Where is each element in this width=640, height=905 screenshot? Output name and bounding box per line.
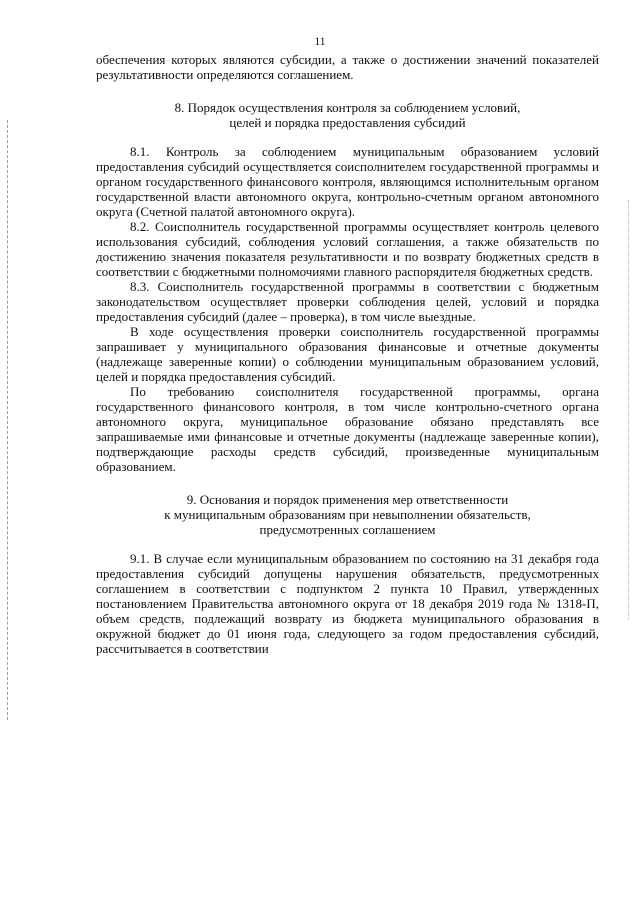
section-9-heading	[96, 492, 599, 537]
section-9-heading-line: предусмотренных соглашением	[259, 522, 436, 537]
paragraph-8-1: 8.1. Контроль за соблюдением муниципальным образованием условий предоставления субсидий осуществляется соисполнителем государственной программы и органом государственного финансового контроля, являющимся исполнительным органом государственной власти автономного округа, контрольно-счетным органом автономного округа (Счетной палатой автономного округа).	[96, 144, 599, 219]
document-body	[96, 52, 599, 656]
page-number: 11	[314, 36, 326, 48]
section-8-heading	[96, 100, 599, 130]
section-8-heading-line: целей и порядка предоставления субсидий	[229, 115, 466, 130]
section-9-heading-line: 9. Основания и порядок применения мер ответственности	[186, 492, 509, 507]
paragraph-8-3: 8.3. Соисполнитель государственной программы в соответствии с бюджетным законодательством осуществляет проверки соблюдения целей, условий и порядка предоставления субсидий (далее – проверка), в том числе выездные.	[96, 279, 599, 324]
paragraph-8-2: 8.2. Соисполнитель государственной программы осуществляет контроль целевого использования субсидий, соблюдения условий соглашения, а также обязательств по достижению значения показателя результативности и по возврату бюджетных средств в соответствии с бюджетными полномочиями главного распорядителя бюджетных средств.	[96, 219, 599, 279]
paragraph-8-3-requirement: По требованию соисполнителя государственной программы, органа государственного финансового контроля, в том числе контрольно-счетного органа автономного округа, муниципальное образование обязано представлять все запрашиваемые ими финансовые и отчетные документы (надлежаще заверенные копии), подтверждающие расходы средств субсидий, произведенные муниципальным образованием.	[96, 384, 599, 474]
paragraph-9-1: 9.1. В случае если муниципальным образованием по состоянию на 31 декабря года предоставления субсидий допущены нарушения обязательств, предусмотренных соглашением в соответствии с подпунктом 2 пункта 10 Правил, утвержденных постановлением Правительства автономного округа от 18 декабря 2019 года № 1318-П, объем средств, подлежащий возврату из бюджета муниципального образования в окружной бюджет до 01 июня года, следующего за годом предоставления субсидий, рассчитывается в соответствии	[96, 551, 599, 656]
section-9-heading-line: к муниципальным образованиям при невыполнении обязательств,	[164, 507, 531, 522]
section-8-heading-line: 8. Порядок осуществления контроля за соблюдением условий,	[174, 100, 521, 115]
scan-margin-line-right	[628, 200, 629, 620]
paragraph-intro: обеспечения которых являются субсидии, а также о достижении значений показателей результативности определяются соглашением.	[96, 52, 599, 82]
paragraph-8-3-inspection: В ходе осуществления проверки соисполнитель государственной программы запрашивает у муниципального образования финансовые и отчетные документы (надлежаще заверенные копии) о соблюдении муниципальным образованием условий, целей и порядка предоставления субсидий.	[96, 324, 599, 384]
scan-margin-line-left	[7, 120, 8, 720]
